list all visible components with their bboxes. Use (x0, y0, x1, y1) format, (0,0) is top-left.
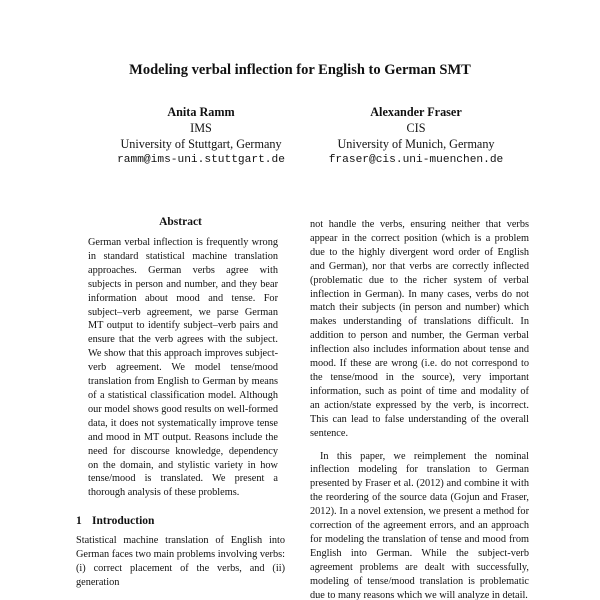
introduction-text: Statistical machine translation of English into German faces two main problems involving verbs: (i) correct placement of the verbs, and (ii) generation (76, 535, 285, 588)
author-2 (286, 104, 546, 168)
paper-title: Modeling verbal inflection for English to German SMT (129, 62, 471, 78)
author-2-name: Alexander Fraser (370, 105, 462, 119)
abstract-heading: Abstract (159, 216, 202, 228)
right-column (310, 218, 529, 600)
section-number: 1 (76, 515, 82, 528)
right-paragraph-1: not handle the verbs, ensuring neither that verbs appear in the correct position (which is a problem due to the highly divergent word order of English and German), nor that verbs are correctly inflected (problematic due to the richer system of verbal inflection in German). In many cases, verbs do not match their subjects (in person and number) which makes understanding of translations difficult. In addition to person and number, the German verbal inflection also includes information about tense and mood. If these are wrong (i.e. do not correspond to the tense/mood in the source), very important information, such as point of time and modality of an action/state expressed by the verb, is incorrect. This can lead to false understanding of the overall sentence. (310, 219, 529, 439)
author-2-affiliation: CIS (406, 121, 426, 135)
section-title: Introduction (92, 515, 155, 528)
author-2-institution: University of Munich, Germany (337, 137, 495, 151)
section-heading-introduction (76, 515, 285, 527)
right-paragraph-2: In this paper, we reimplement the nominal inflection modeling for translation to German presented by Fraser et al. (2012) and combine it with the reordering of the source data (Gojun and Fraser, 2012). In a novel extension, we present a method for correction of the agreement errors, and an approach for modeling the translation of tense and mood from English into German. While the subject-verb agreement problems are dealt with successfully, modeling of tense/mood translation is problematic due to many reasons which we will analyze in detail. (310, 450, 529, 600)
author-1-name: Anita Ramm (167, 105, 235, 119)
author-2-email: fraser@cis.uni-muenchen.de (328, 154, 504, 166)
author-1-email: ramm@ims-uni.stuttgart.de (117, 154, 285, 166)
author-1-affiliation: IMS (190, 121, 212, 135)
author-1-institution: University of Stuttgart, Germany (120, 137, 282, 151)
left-column (76, 216, 285, 590)
abstract-text: German verbal inflection is frequently wrong in standard statistical machine translation approaches. German verbs agree with subjects in person and number, and they bear information about mood and tense. For subject–verb agreement, we parse German MT output to identify subject–verb pairs and ensure that the verb agrees with the subject. We show that this approach improves subject-verb agreement. We model tense/mood translation from English to German by means of a statistical classification model. Although our model shows good results on well-formed data, it does not systematically improve tense and mood in MT output. Reasons include the need for discourse knowledge, dependency on the domain, and stylistic variety in how tense/mood is translated. We present a thorough analysis of these problems. (88, 237, 278, 499)
